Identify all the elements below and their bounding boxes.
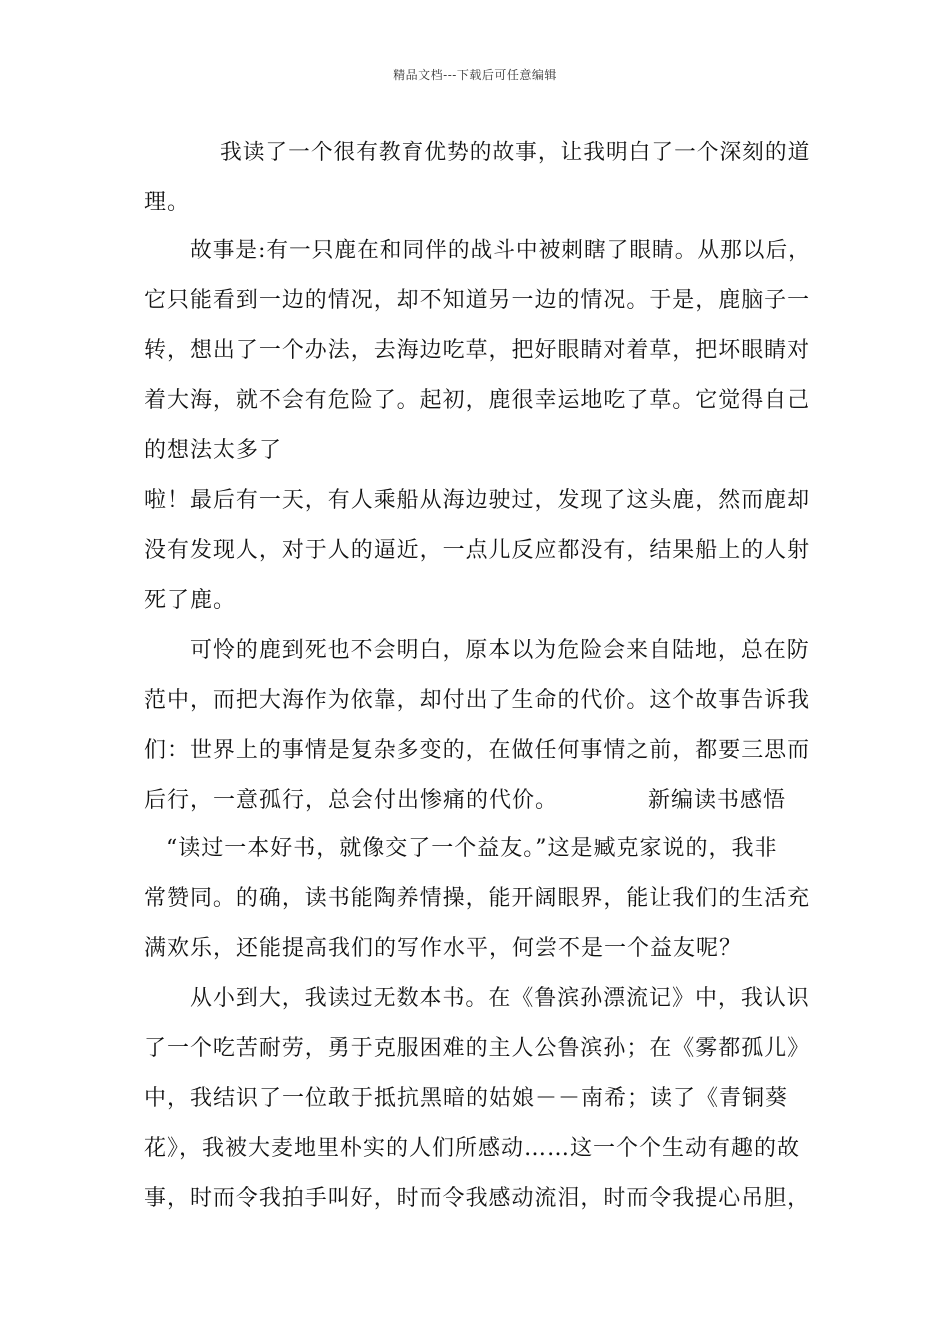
paragraph-line: 它只能看到一边的情况，却不知道另一边的情况。于是，鹿脑子一 — [144, 288, 811, 313]
paragraph-line: 啦！最后有一天，有人乘船从海边驶过，发现了这头鹿，然而鹿却 — [144, 488, 811, 513]
paragraph-line: 满欢乐，还能提高我们的写作水平，何尝不是一个益友呢？ — [144, 936, 743, 961]
paragraph-line: 后行，一意孤行，总会付出惨痛的代价。 — [144, 788, 559, 813]
paragraph-line: 们：世界上的事情是复杂多变的，在做任何事情之前，都要三思而 — [144, 738, 811, 763]
paragraph-line: 可怜的鹿到死也不会明白，原本以为危险会来自陆地，总在防 — [190, 638, 810, 663]
paragraph-line: 常赞同。的确，读书能陶养情操，能开阔眼界，能让我们的生活充 — [144, 886, 811, 911]
paragraph-line: 的想法太多了 — [144, 438, 283, 463]
paragraph-line: 从小到大，我读过无数本书。在《鲁滨孙漂流记》中，我认识 — [190, 986, 810, 1011]
page-header: 精品文档---下载后可任意编辑 — [393, 68, 557, 82]
paragraph-line: 中，我结识了一位敢于抵抗黑暗的姑娘－－南希；读了《青铜葵 — [144, 1086, 789, 1111]
paragraph-line: “读过一本好书，就像交了一个益友。”这是臧克家说的，我非 — [166, 836, 778, 861]
paragraph-line: 没有发现人，对于人的逼近，一点儿反应都没有，结果船上的人射 — [144, 538, 811, 563]
paragraph-line: 范中，而把大海作为依靠，却付出了生命的代价。这个故事告诉我 — [144, 688, 811, 713]
paragraph-line: 花》，我被大麦地里朴实的人们所感动……这一个个生动有趣的故 — [144, 1136, 801, 1161]
paragraph-line: 理。 — [144, 190, 191, 215]
paragraph-line: 故事是:有一只鹿在和同伴的战斗中被刺瞎了眼睛。从那以后， — [190, 238, 811, 263]
paragraph-line: 着大海，就不会有危险了。起初，鹿很幸运地吃了草。它觉得自己 — [144, 388, 811, 413]
paragraph-line: 了一个吃苦耐劳，勇于克服困难的主人公鲁滨孙；在《雾都孤儿》 — [144, 1036, 811, 1061]
paragraph-line: 死了鹿。 — [144, 588, 237, 613]
paragraph-line: 事，时而令我拍手叫好，时而令我感动流泪，时而令我提心吊胆， — [144, 1186, 811, 1211]
section-title: 新编读书感悟 — [648, 788, 787, 813]
paragraph-line: 我读了一个很有教育优势的故事，让我明白了一个深刻的道 — [220, 140, 811, 165]
paragraph-line: 转，想出了一个办法，去海边吃草，把好眼睛对着草，把坏眼睛对 — [144, 338, 811, 363]
